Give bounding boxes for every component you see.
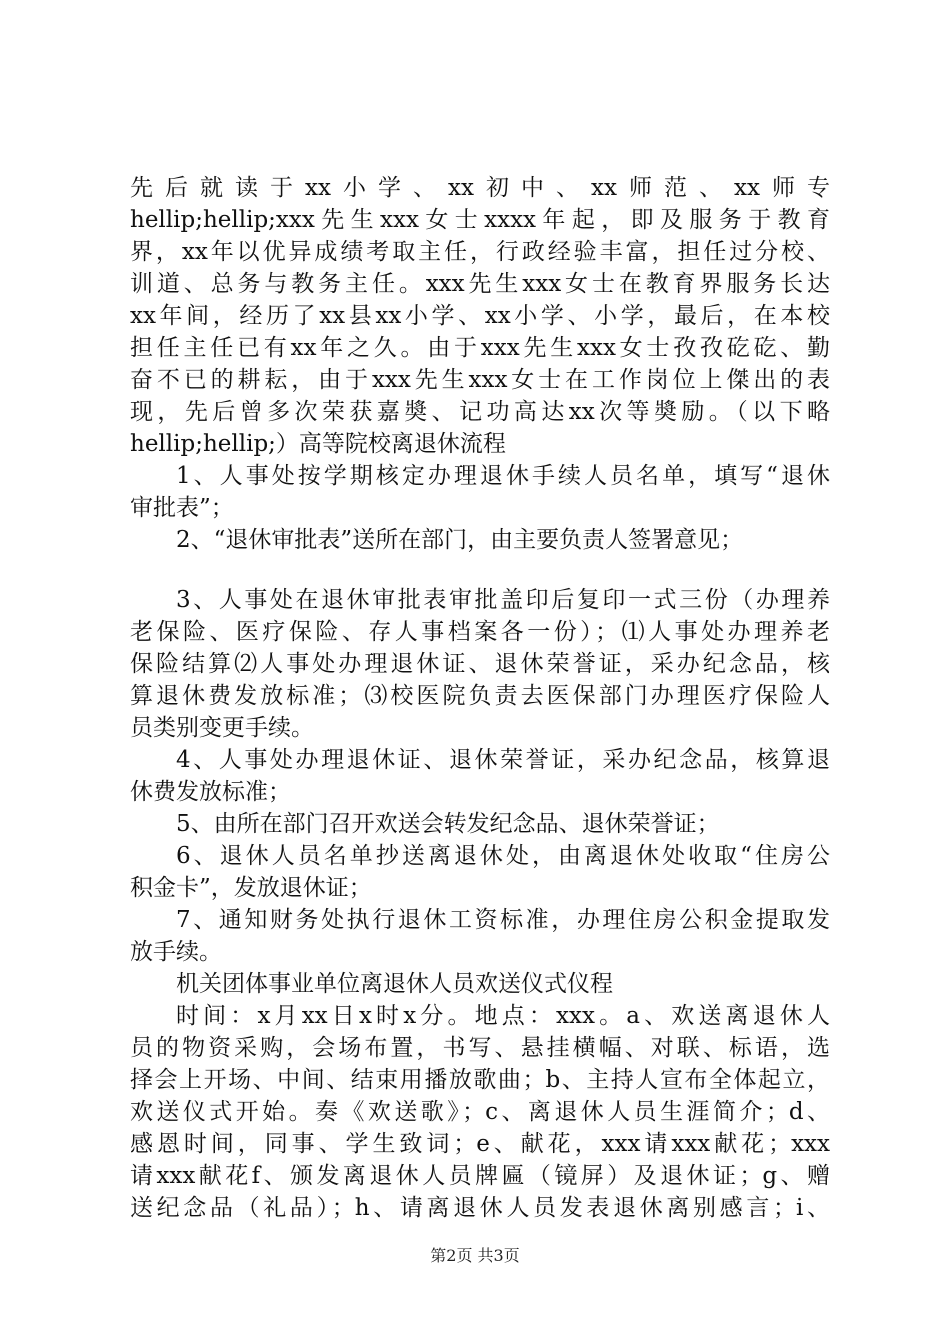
text-line: 现，先后曾多次荣获嘉奬、记功高达xx次等奬励。（以下略 (130, 399, 830, 425)
text-line: 担任主任已有xx年之久。由于xxx先生xxx女士孜孜矻矻、勤 (130, 335, 830, 361)
step-4-line: 4、人事处办理退休证、退休荣誉证，采办纪念品，核算退 (176, 747, 830, 773)
ceremony-line: 择会上开场、中间、结束用播放歌曲；b、主持人宣布全体起立， (130, 1067, 830, 1093)
ceremony-line: 员的物资采购，会场布置，书写、悬挂横幅、对联、标语，选 (130, 1035, 830, 1061)
step-6-line: 6、退休人员名单抄送离退休处，由离退休处收取“住房公 (176, 843, 830, 869)
step-5-line: 5、由所在部门召开欢送会转发纪念品、退休荣誉证； (176, 811, 720, 837)
step-3-line: 老保险、医疗保险、存人事档案各一份）；⑴人事处办理养老 (130, 619, 830, 645)
ceremony-line: 请xxx献花f、颁发离退休人员牌匾（镜屏）及退休证；g、赠 (130, 1163, 830, 1189)
step-3-line: 算退休费发放标准；⑶校医院负责去医保部门办理医疗保险人 (130, 683, 830, 709)
step-7-line: 放手续。 (130, 939, 222, 965)
ceremony-line: 时间：x月xx日x时x分。地点：xxx。a、欢送离退休人 (176, 1003, 830, 1029)
document-body (130, 172, 830, 1224)
step-3-line: 3、人事处在退休审批表审批盖印后复印一式三份（办理养 (176, 587, 830, 613)
text-line: 训道、总务与教务主任。xxx先生xxx女士在教育界服务长达 (130, 271, 830, 297)
paragraph-gap (130, 556, 830, 584)
text-line: 奋不已的耕耘，由于xxx先生xxx女士在工作岗位上傑出的表 (130, 367, 830, 393)
step-2-line: 2、“退休审批表”送所在部门，由主要负责人签署意见； (176, 527, 744, 553)
text-line: xx年间，经历了xx县xx小学、xx小学、小学，最后，在本校 (130, 303, 830, 329)
step-3-line: 保险结算⑵人事处办理退休证、退休荣誉证，采办纪念品，核 (130, 651, 830, 677)
text-line: 界，xx年以优异成绩考取主任，行政经验丰富，担任过分校、 (130, 239, 830, 265)
ceremony-line: 送纪念品（礼品）；h、请离退休人员发表退休离别感言；i、 (130, 1195, 830, 1221)
step-1-line: 审批表”； (130, 495, 234, 521)
text-line: hellip;hellip;xxx先生xxx女士xxxx年起，即及服务于教育 (130, 207, 830, 233)
ceremony-line: 感恩时间，同事、学生致词；e、献花，xxx请xxx献花；xxx (130, 1131, 830, 1157)
text-line: hellip;hellip;）高等院校离退休流程 (130, 431, 506, 457)
text-line: 先后就读于xx小学、xx初中、xx师范、xx师专 (130, 175, 830, 201)
page-footer: 第2页 共3页 (430, 1246, 520, 1265)
step-6-line: 积金卡”，发放退休证； (130, 875, 372, 901)
step-4-line: 休费发放标准； (130, 779, 291, 805)
step-1-line: 1、人事处按学期核定办理退休手续人员名单，填写“退休 (176, 463, 830, 489)
step-3-line: 员类别变更手续。 (130, 715, 314, 741)
ceremony-line: 欢送仪式开始。奏《欢送歌》；c、离退休人员生涯简介；d、 (130, 1099, 830, 1125)
section-heading: 机关团体事业单位离退休人员欢送仪式仪程 (176, 971, 613, 997)
step-7-line: 7、通知财务处执行退休工资标准，办理住房公积金提取发 (176, 907, 830, 933)
